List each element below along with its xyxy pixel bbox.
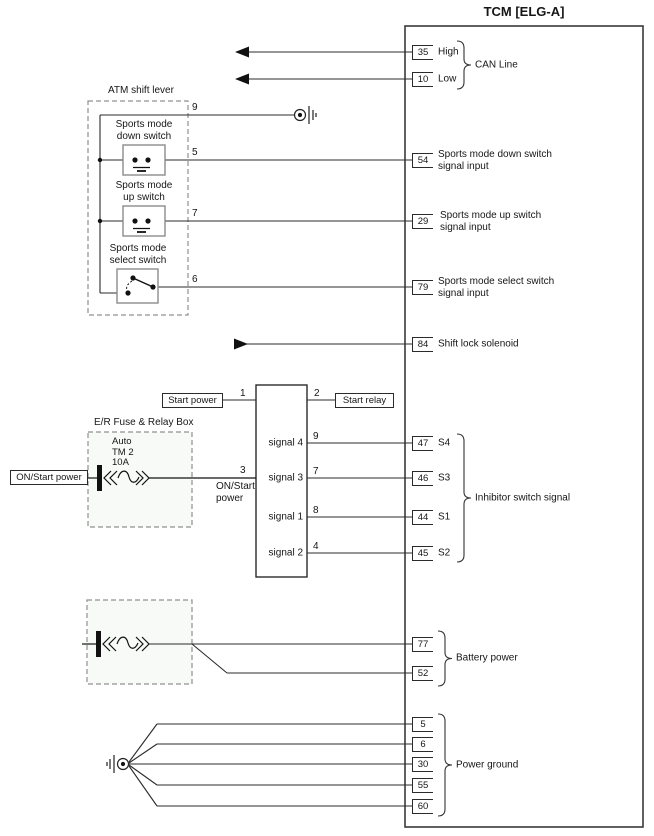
- can-wires: [248, 52, 412, 79]
- tcm-pin-35: 35: [412, 45, 433, 60]
- fuse-rating-label: Auto TM 2 10A: [112, 436, 134, 468]
- pin-54-description: Sports mode down switch signal input: [438, 149, 552, 172]
- tcm-pin-29: 29: [412, 214, 433, 229]
- arrow-left-icon: [235, 47, 249, 58]
- power-ground-wires: [129, 724, 412, 806]
- signal-3-label: signal 3: [268, 472, 303, 484]
- ground-brace: [438, 714, 452, 816]
- tcm-pin-30: 30: [412, 757, 433, 772]
- tcm-pin-10: 10: [412, 72, 433, 87]
- battery-fuse-dashed-box: [87, 600, 192, 684]
- atm-shift-lever-label: ATM shift lever: [108, 85, 174, 96]
- junction-dot: [98, 158, 102, 162]
- sports-mode-select-switch-label: Sports mode select switch: [109, 243, 167, 266]
- tcm-pin-45: 45: [412, 546, 433, 561]
- inhibitor-pin-9: 9: [313, 431, 319, 442]
- junction-dot: [98, 219, 102, 223]
- lever-pin-7: 7: [192, 208, 198, 219]
- tcm-pin-5: 5: [412, 717, 433, 732]
- inhibitor-pin-8: 8: [313, 505, 319, 516]
- lever-pin-6: 6: [192, 274, 198, 285]
- sports-mode-down-switch-label: Sports mode down switch: [115, 119, 173, 142]
- er-fuse-relay-box-label: E/R Fuse & Relay Box: [94, 417, 194, 428]
- signal-4-label: signal 4: [268, 437, 303, 449]
- s4-label: S4: [438, 437, 451, 449]
- s1-label: S1: [438, 511, 451, 523]
- tcm-pin-52: 52: [412, 666, 433, 681]
- er-fuse-relay-dashed-box: [88, 432, 192, 527]
- inhibitor-pin-2: 2: [314, 388, 320, 399]
- tcm-pin-84: 84: [412, 337, 433, 352]
- inhibitor-brace: [457, 434, 471, 562]
- start-relay-box: Start relay: [335, 393, 394, 408]
- can-line-group-label: CAN Line: [475, 59, 518, 71]
- pin-79-description: Sports mode select switch signal input: [438, 276, 555, 299]
- tcm-pin-77: 77: [412, 637, 433, 652]
- can-low-label: Low: [438, 73, 457, 85]
- tcm-pin-6: 6: [412, 737, 433, 752]
- on-start-power-wire-label: ON/Start power: [216, 481, 255, 504]
- sports-mode-select-switch-icon: [117, 269, 158, 303]
- battery-brace: [438, 631, 452, 686]
- s3-label: S3: [438, 472, 451, 484]
- inhibitor-pin-7: 7: [313, 466, 319, 477]
- sports-mode-down-switch-icon: [123, 145, 165, 175]
- power-ground-label: Power ground: [456, 759, 519, 771]
- tcm-pin-54: 54: [412, 153, 433, 168]
- on-start-power-source-box: ON/Start power: [10, 470, 88, 485]
- arrow-left-icon: [235, 74, 249, 85]
- tcm-pin-47: 47: [412, 436, 433, 451]
- signal-2-label: signal 2: [268, 547, 303, 559]
- signal-1-label: signal 1: [268, 511, 303, 523]
- pin-29-description: Sports mode up switch signal input: [440, 210, 542, 233]
- inhibitor-pin-1: 1: [240, 388, 246, 399]
- page-title: TCM [ELG-A]: [483, 4, 565, 19]
- s2-label: S2: [438, 547, 451, 559]
- tcm-pin-79: 79: [412, 280, 433, 295]
- tcm-pin-46: 46: [412, 471, 433, 486]
- sports-mode-up-switch-icon: [123, 206, 165, 236]
- inhibitor-group-label: Inhibitor switch signal: [475, 492, 571, 504]
- lever-pin-5: 5: [192, 147, 198, 158]
- start-power-box: Start power: [162, 393, 223, 408]
- tcm-pin-60: 60: [412, 799, 433, 814]
- can-brace: [457, 41, 471, 89]
- battery-power-label: Battery power: [456, 652, 518, 664]
- inhibitor-pin-4: 4: [313, 541, 319, 552]
- pin-84-description: Shift lock solenoid: [438, 338, 519, 350]
- can-high-label: High: [438, 46, 459, 58]
- tcm-pin-44: 44: [412, 510, 433, 525]
- ground-icon: [295, 106, 317, 124]
- sports-mode-up-switch-label: Sports mode up switch: [115, 180, 173, 203]
- tcm-box-outline: [405, 26, 643, 827]
- lever-pin-9: 9: [192, 102, 198, 113]
- inhibitor-pin-3: 3: [240, 465, 246, 476]
- arrow-right-icon: [234, 339, 248, 350]
- ground-icon: [107, 755, 129, 773]
- tcm-pin-55: 55: [412, 778, 433, 793]
